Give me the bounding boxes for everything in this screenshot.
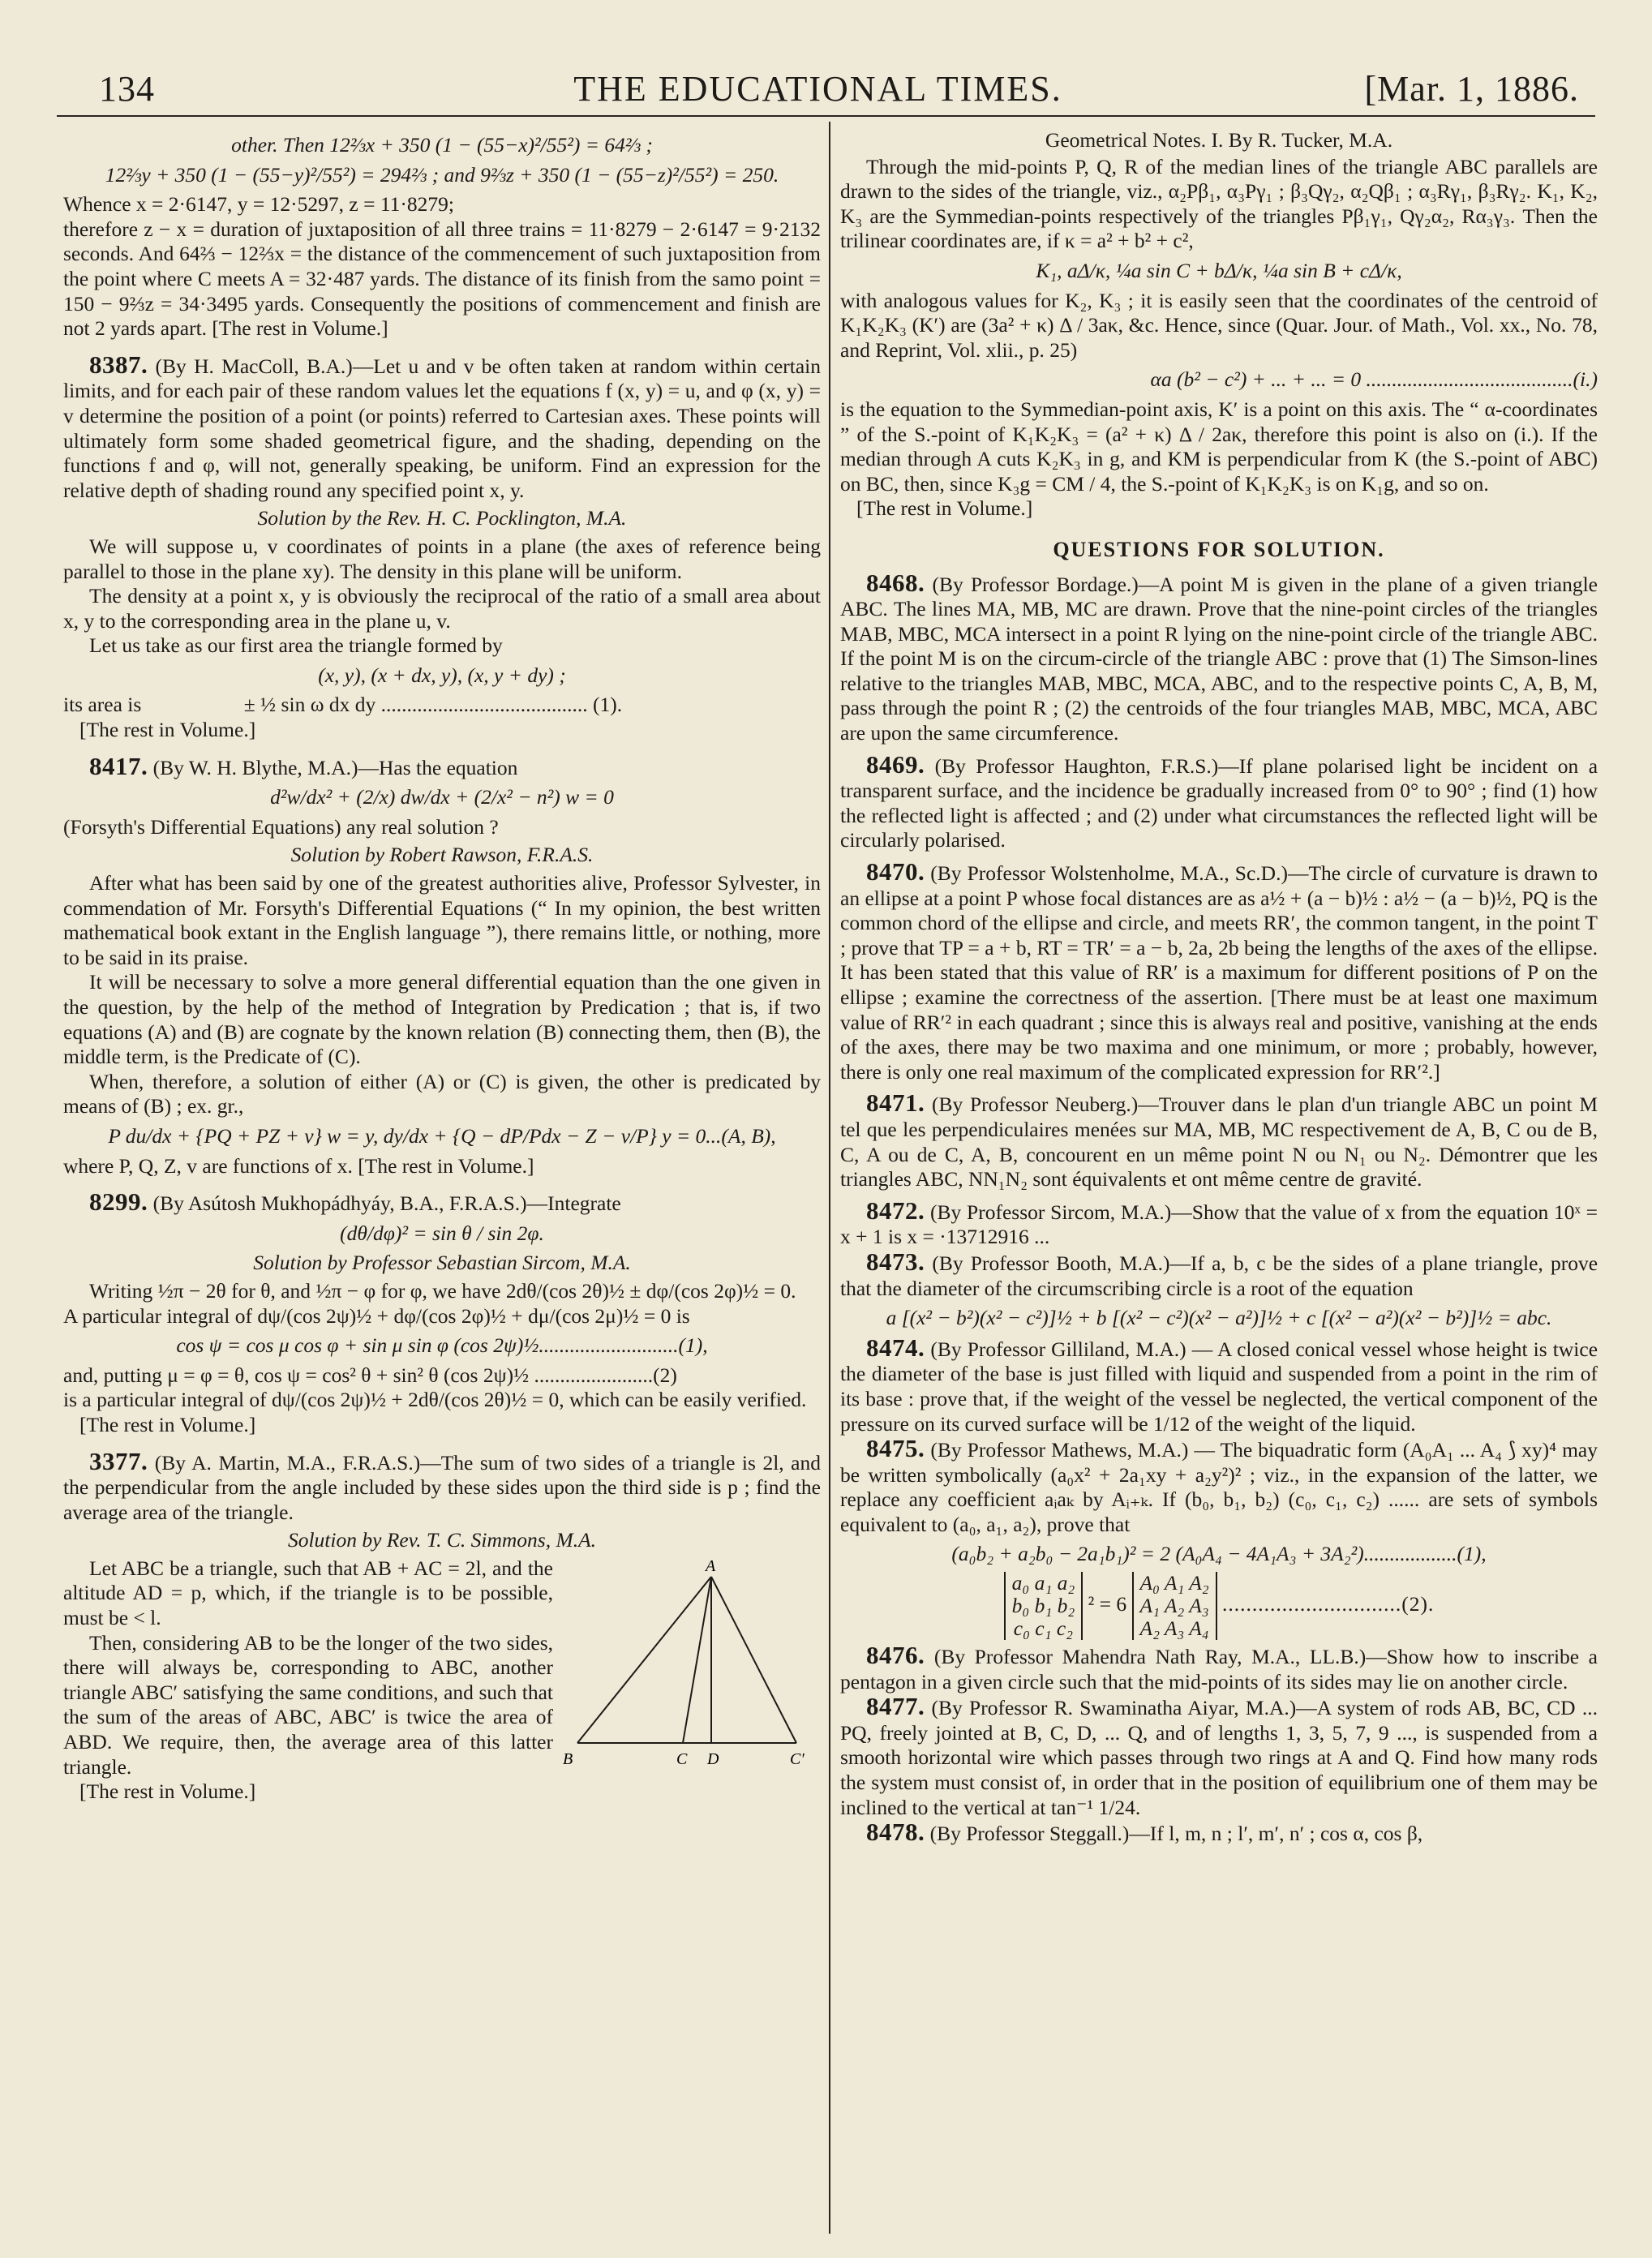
- equation: 12⅔y + 350 (1 − (55−y)²/55²) = 294⅔ ; and 9⅔z + 350 (1 − (55−z)²/55²) = 250.: [105, 162, 779, 187]
- paragraph: where P, Q, Z, v are functions of x. [The rest in Volume.]: [63, 1153, 534, 1178]
- paragraph: Let us take as our first area the triangle formed by: [89, 633, 503, 658]
- section-title: QUESTIONS FOR SOLUTION.: [1053, 537, 1385, 561]
- question-8471: [840, 1088, 1598, 1191]
- determinant-right: [1132, 1572, 1217, 1640]
- label-c-prime: C′: [790, 1749, 805, 1768]
- question-number: 8470.: [866, 857, 925, 886]
- question-text: (By Professor R. Swaminatha Aiyar, M.A.)—A system of rods AB, BC, CD ... PQ, freely jointed at B, C, D, ... Q, and of lengths 1, 3, 5, 7, 9 ..., is suspended from a smooth horizontal wire which passes through two rings at A and Q. Find how many rods the system must consist of, in order that in the position of equilibrium one of them may be inclined to the vertical at tan⁻¹ 1/24.: [840, 1696, 1598, 1819]
- equation: ± ½ sin ω dx dy ........................................ (1).: [243, 693, 623, 717]
- label-c: C: [676, 1749, 688, 1768]
- header-rule: [57, 115, 1595, 117]
- section-heading: Geometrical Notes. I. By R. Tucker, M.A.: [1045, 128, 1393, 152]
- question-8417: [63, 751, 821, 781]
- question-8477: [840, 1694, 1598, 1820]
- solution-heading: Solution by Robert Rawson, F.R.A.S.: [290, 843, 594, 867]
- question-text: (By Professor Bordage.)—A point M is given in the plane of a given triangle ABC. The lines MA, MB, MC are drawn. Prove that the nine-point circles of the triangles MAB, MBC, MCA intersect in a point R lying on the nine-point circle of the triangle ABC. If the point M is on the circum-circle of the triangle ABC : prove that (1) The Simson-lines relative to the triangles MAB, MBC, MCA, ABC, and to the respective points C, A, B, M, pass through the point R ; (2) the centroids of the four triangles MAB, MBC, MCA, ABC are upon the same circumference.: [840, 572, 1598, 745]
- question-text: (By Professor Steggall.)—If l, m, n ; l′, m′, n′ ; cos α, cos β,: [929, 1822, 1423, 1846]
- question-text: (By Professor Booth, M.A.)—If a, b, c be the sides of a plane triangle, prove that the diameter of the circumscribing circle is a root of the equation: [840, 1251, 1598, 1300]
- determinant-row: a₀ a₁ a₂: [1011, 1571, 1075, 1595]
- equation: P du/dx + {PQ + PZ + v} w = y, dy/dx + {Q − dP/Pdx − Z − v/P} y = 0...(A, B),: [108, 1123, 776, 1148]
- question-number: 8474.: [866, 1333, 925, 1362]
- equation: d²w/dx² + (2/x) dw/dx + (2/x² − n²) w = 0: [270, 785, 614, 809]
- equation: (a₀b₂ + a₂b₀ − 2a₁b₁)² = 2 (A₀A₄ − 4A₁A₃ + 3A₂²)..................(1),: [951, 1542, 1487, 1566]
- question-number: 3377.: [89, 1446, 148, 1475]
- label-a: A: [706, 1556, 716, 1575]
- question-number: 8473.: [866, 1247, 925, 1276]
- question-text: (By Professor Mathews, M.A.) — The biquadratic form (A₀A₁ ... A₄ ⟆ xy)⁴ may be written symbolically (a₀x² + 2a₁xy + a₂y²)² ; viz., in the expansion of the latter, we replace any coefficient aᵢaₖ by Aᵢ₊ₖ. If (b₀, b₁, b₂) (c₀, c₁, c₂) ...... are sets of symbols equivalent to (a₀, a₁, a₂), prove that: [840, 1438, 1598, 1536]
- equation: is a particular integral of dψ/(cos 2ψ)½ + 2dθ/(cos 2θ)½ = 0, which can be easily verified.: [63, 1388, 807, 1412]
- solution-heading: Solution by Professor Sebastian Sircom, M.A.: [253, 1251, 631, 1275]
- issue-date: [Mar. 1, 1886.: [1364, 69, 1579, 109]
- question-3377: [63, 1446, 821, 1526]
- label-b: B: [563, 1749, 573, 1768]
- paragraph: Through the mid-points P, Q, R of the median lines of the triangle ABC parallels are drawn to the sides of the triangle, viz., α₂Pβ₁, α₃Pγ₁ ; β₃Qγ₂, α₂Qβ₁ ; α₃Rγ₁, β₃Rγ₂. K₁, K₂, K₃ are the Symmedian-points respectively of the triangles Pβ₁γ₁, Qγ₂α₂, Rα₃γ₃. Then the trilinear coordinates are, if κ = a² + b² + c²,: [840, 154, 1598, 253]
- question-text: (By Professor Neuberg.)—Trouver dans le plan d'un triangle ABC un point M tel que les perpendiculaires menées sur MA, MB, MC respectivement de A, B, C ou de B, C, A ou de C, A, B, concourent en un même point N ou N₁ ou N₂. Démontrer que les triangles ABC, NN₁N₂ sont équivalents et ont même centre de gravité.: [840, 1093, 1598, 1191]
- side-ab: [577, 1577, 711, 1743]
- question-text: (By H. MacColl, B.A.)—Let u and v be often taken at random within certain limits, and for each pair of these random values let the equations f (x, y) = u, and φ (x, y) = v determine the position of a point (or points) referred to Cartesian axes. These points will ultimately form some shaded geometrical figure, and the shading, depending on the functions f and φ, will not, generally speaking, be uniform. Find an expression for the relative depth of shading round any specified point x, y.: [63, 354, 821, 502]
- right-column: [840, 128, 1598, 1847]
- question-text: (By Professor Sircom, M.A.)—Show that the value of x from the equation 10ˣ = x + 1 is x = ·13712916 ...: [840, 1200, 1598, 1249]
- paragraph: After what has been said by one of the greatest authorities alive, Professor Sylvester, in commendation of Mr. Forsyth's Differential Equations (“ In my opinion, the best written mathematical book extant in the English language ”), there remains little, or nothing, more to be said in its praise.: [63, 871, 821, 969]
- question-text: (By Professor Gilliland, M.A.) — A closed conical vessel whose height is twice the diameter of the base is just filled with liquid and suspended from a point in the rim of its base : prove that, if the weight of the vessel be neglected, the vertical component of the pressure on its curved surface will be 1/12 of the weight of the liquid.: [840, 1337, 1598, 1436]
- side-ac: [683, 1577, 711, 1743]
- question-8474: [840, 1333, 1598, 1436]
- side-ac-prime: [711, 1577, 796, 1743]
- column-rule: [829, 122, 830, 2234]
- journal-title: THE EDUCATIONAL TIMES.: [573, 69, 1062, 109]
- determinant-relation: ² = 6: [1088, 1591, 1127, 1616]
- question-number: 8476.: [866, 1641, 925, 1670]
- question-8299: [63, 1187, 821, 1217]
- question-number: 8471.: [866, 1088, 925, 1118]
- paragraph: We will suppose u, v coordinates of points in a plane (the axes of reference being parallel to those in the plane xy). The density in this plane will be uniform.: [63, 534, 821, 583]
- question-8470: [840, 857, 1598, 1084]
- question-8472: [840, 1196, 1598, 1250]
- question-number: 8478.: [866, 1818, 925, 1847]
- paragraph: It will be necessary to solve a more general differential equation than the one given in the question, by the help of the method of Integration by Predication ; that is, if two equations (A) and (B) are cognate by the known relation (B) connecting them, then (B), the middle term, is the Predicate of (C).: [63, 970, 821, 1069]
- question-number: 8472.: [866, 1196, 925, 1225]
- determinant-left: [1004, 1572, 1083, 1640]
- label-d: D: [707, 1749, 719, 1768]
- rest-in-volume: [The rest in Volume.]: [79, 718, 256, 742]
- question-number: 8477.: [866, 1692, 925, 1721]
- page-number: 134: [99, 69, 155, 109]
- area-label: its area is: [63, 693, 142, 717]
- equation: and, putting μ = φ = θ, cos ψ = cos² θ + sin² θ (cos 2ψ)½ .......................(2): [63, 1363, 677, 1387]
- question-8468: [840, 568, 1598, 746]
- paragraph: The density at a point x, y is obviously the reciprocal of the ratio of a small area about x, y to the corresponding area in the plane u, v.: [63, 584, 821, 633]
- rest-in-volume: [The rest in Volume.]: [79, 1779, 256, 1804]
- equation: A particular integral of dψ/(cos 2ψ)½ + dφ/(cos 2φ)½ + dμ/(cos 2μ)½ = 0 is: [63, 1303, 690, 1328]
- question-number: 8417.: [89, 751, 148, 780]
- question-text: (By Professor Haughton, F.R.S.)—If plane polarised light be incident on a transparent surface, and the incidence be gradually increased from 0° to 90° ; find (1) how the reflected light is affected ; and (2) under what circumstances the reflected light will be circularly polarised.: [840, 753, 1598, 852]
- determinant-row: b₀ b₁ b₂: [1011, 1594, 1075, 1618]
- determinant-row: A₀ A₁ A₂: [1139, 1571, 1209, 1595]
- paragraph: When, therefore, a solution of either (A) or (C) is given, the other is predicated by means of (B) ; ex. gr.,: [63, 1069, 821, 1118]
- question-text: (By Asútosh Mukhopádhyáy, B.A., F.R.A.S.)—Integrate: [152, 1191, 621, 1216]
- paragraph: is the equation to the Symmedian-point axis, K′ is a point on this axis. The “ α-coordinates ” of the S.-point of K₁K₂K₃ = (a² + κ) Δ / 2aκ, therefore this point is also on (i.). If the median through A cuts K₂K₃ in g, and KM is perpendicular from K (the S.-point of ABC) on BC, then, since K₃g = CM / 4, the S.-point of K₁K₂K₃ is on K₁g, and so on.: [840, 397, 1598, 496]
- rest-in-volume: [The rest in Volume.]: [79, 1412, 256, 1436]
- paragraph: Let ABC be a triangle, such that AB + AC = 2l, and the altitude AD = p, which, if the triangle is to be possible, must be < l.: [63, 1556, 553, 1630]
- question-text: (By Professor Mahendra Nath Ray, M.A., LL.B.)—Show how to inscribe a pentagon in a given circle such that the mid-points of its sides may lie on another circle.: [840, 1645, 1598, 1694]
- question-8473: [840, 1247, 1598, 1301]
- equation: Whence x = 2·6147, y = 12·5297, z = 11·8279;: [63, 192, 454, 217]
- question-number: 8469.: [866, 749, 925, 779]
- equation: αa (b² − c²) + ... + ... = 0 ........................................(i.): [1150, 367, 1598, 392]
- question-8476: [840, 1643, 1598, 1694]
- paragraph: Then, considering AB to be the longer of the two sides, there will always be, corresponding to ABC, another triangle ABC′ satisfying the same conditions, and such that the sum of the areas of ABC, ABC′ is twice the area of ABD. We require, then, the average area of this latter triangle.: [63, 1630, 553, 1779]
- question-8475: [840, 1436, 1598, 1537]
- determinant-row: A₂ A₃ A₄: [1139, 1616, 1209, 1641]
- solution-heading: Solution by the Rev. H. C. Pocklington, M.A.: [257, 506, 627, 530]
- equation: (x, y), (x + dx, y), (x, y + dy) ;: [318, 663, 566, 687]
- paragraph: therefore z − x = duration of juxtaposition of all three trains = 11·8279 − 2·6147 = 9·2132 seconds. And 64⅔ − 12⅔x = the distance of the commencement of such juxtaposition from the point where C meets A = 32·487 yards. The distance of its finish from the samo point = 150 − 9⅔z = 34·3495 yards. Consequently the positions of commencement and finish are not 2 yards apart. [The rest in Volume.]: [63, 217, 821, 341]
- determinant-equation: [840, 1572, 1598, 1640]
- solution-heading: Solution by Rev. T. C. Simmons, M.A.: [287, 1528, 597, 1552]
- left-column: [63, 128, 821, 1805]
- paragraph: (Forsyth's Differential Equations) any real solution ?: [63, 814, 499, 839]
- question-text: (By W. H. Blythe, M.A.)—Has the equation: [152, 755, 518, 779]
- equation: Writing ½π − 2θ for θ, and ½π − φ for φ, we have 2dθ/(cos 2θ)½ ± dφ/(cos 2φ)½ = 0.: [89, 1278, 796, 1303]
- determinant-row: c₀ c₁ c₂: [1013, 1616, 1074, 1641]
- paragraph: with analogous values for K₂, K₃ ; it is easily seen that the coordinates of the centroid of K₁K₂K₃ (K′) are (3a² + κ) Δ / 3aκ, &c. Hence, since (Quar. Jour. of Math., Vol. xx., No. 78, and Reprint, Vol. xlii., p. 25): [840, 288, 1598, 362]
- question-number: 8468.: [866, 568, 925, 597]
- equation: cos ψ = cos μ cos φ + sin μ sin φ (cos 2ψ)½...........................(1),: [176, 1333, 708, 1358]
- question-text: (By A. Martin, M.A., F.R.A.S.)—The sum of two sides of a triangle is 2l, and the perpendicular from the angle included by these sides upon the third side is p ; find the average area of the triangle.: [63, 1450, 821, 1524]
- running-head: [57, 68, 1579, 117]
- equation: K₁, aΔ/κ, ¼a sin C + bΔ/κ, ¼a sin B + cΔ/κ,: [1036, 258, 1402, 282]
- question-text: (By Professor Wolstenholme, M.A., Sc.D.)—The circle of curvature is drawn to an ellipse at a point P whose focal distances are as a½ + (a − b)½ : a½ − (a − b)½, PQ is the common chord of the ellipse and circle, and meets RR′, the common tangent, in the point T ; prove that TP = a + b, RT = TR′ = a − b, 2a, 2b being the lengths of the axes of the ellipse. It has been stated that this value of RR′ is a maximum for different positions of P on the ellipse ; examine the correctness of the assertion. [There must be at least one maximum value of RR′² in each quadrant ; since this is always real and positive, vanishing at the ends of the axes, there may be two maxima and one minimum, or more ; probably, however, there is only one real maximum of the complicated expression for RR′².]: [840, 861, 1598, 1084]
- equation-number: ..............................(2).: [1222, 1591, 1435, 1616]
- area-line: [63, 693, 821, 718]
- question-number: 8387.: [89, 350, 148, 379]
- equation: other. Then 12⅔x + 350 (1 − (55−x)²/55²) = 64⅔ ;: [231, 133, 653, 157]
- rest-in-volume: [The rest in Volume.]: [856, 496, 1033, 521]
- question-number: 8299.: [89, 1187, 148, 1217]
- triangle-figure: [561, 1556, 821, 1775]
- question-8469: [840, 749, 1598, 853]
- question-8387: [63, 350, 821, 504]
- equation: a [(x² − b²)(x² − c²)]½ + b [(x² − c²)(x² − a²)]½ + c [(x² − a²)(x² − b²)]½ = abc.: [886, 1306, 1552, 1330]
- equation: (dθ/dφ)² = sin θ / sin 2φ.: [340, 1221, 544, 1245]
- question-8478: [840, 1820, 1598, 1847]
- determinant-row: A₁ A₂ A₃: [1139, 1594, 1209, 1618]
- question-number: 8475.: [866, 1434, 925, 1463]
